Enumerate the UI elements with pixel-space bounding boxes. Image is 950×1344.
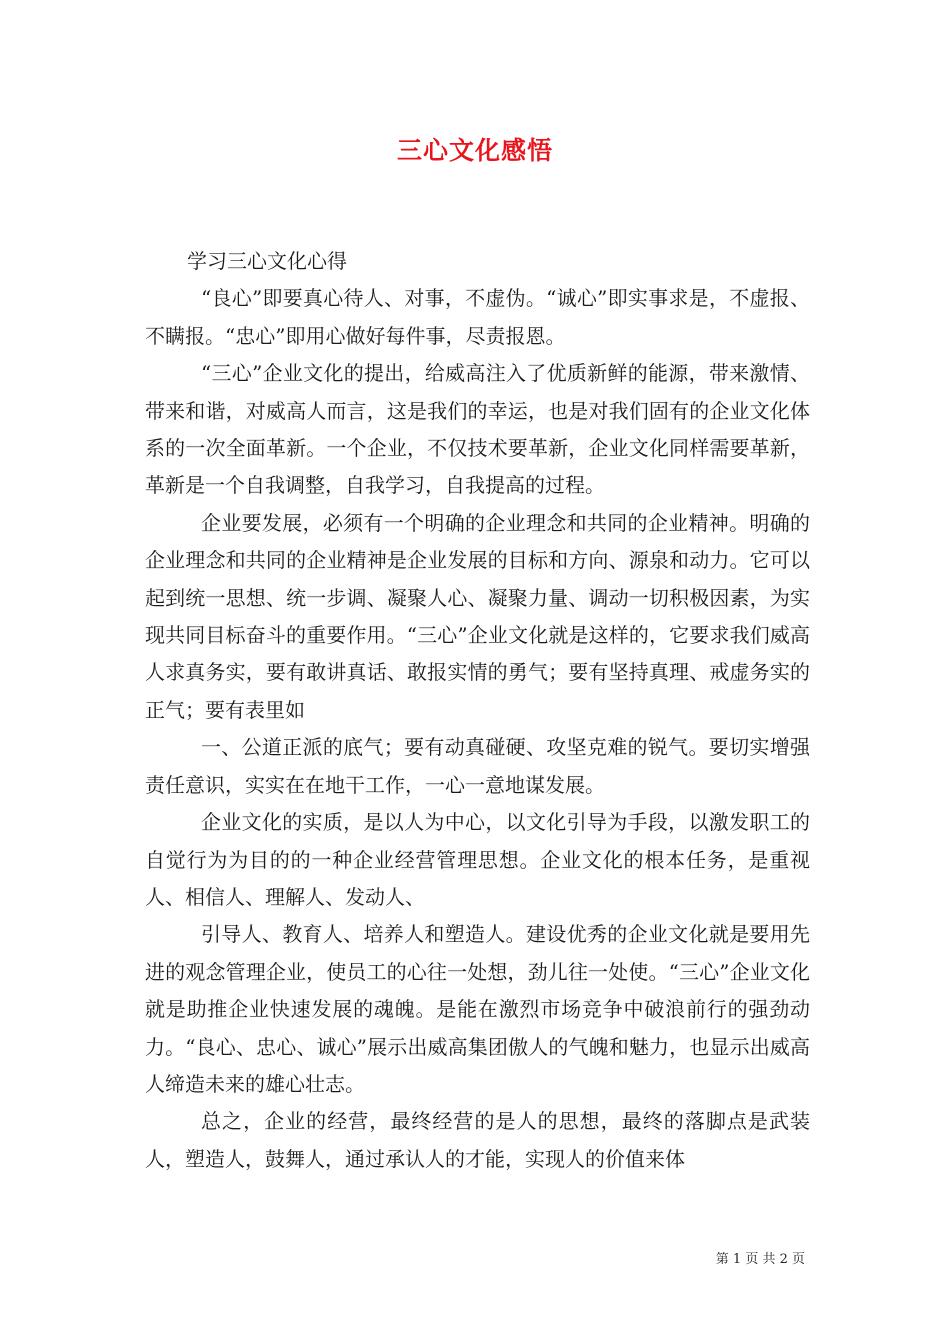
paragraph-5: 企业文化的实质，是以人为中心，以文化引导为手段，以激发职工的自觉行为为目的的一种企业经营管理思想。企业文化的根本任务，是重视人、相信人、理解人、发动人、 — [145, 810, 810, 909]
document-body — [145, 243, 810, 1178]
paragraph-3: 企业要发展，必须有一个明确的企业理念和共同的企业精神。明确的企业理念和共同的企业精神是企业发展的目标和方向、源泉和动力。它可以起到统一思想、统一步调、凝聚人心、凝聚力量、调动一切积极因素，为实现共同目标奋斗的重要作用。“三心”企业文化就是这样的，它要求我们威高人求真务实，要有敢讲真话、敢报实情的勇气；要有坚持真理、戒虚务实的正气；要有表里如 — [145, 510, 810, 722]
paragraph-4: 一、公道正派的底气；要有动真碰硬、攻坚克难的锐气。要切实增强责任意识，实实在在地干工作，一心一意地谋发展。 — [145, 735, 810, 797]
paragraph-7: 总之，企业的经营，最终经营的是人的思想，最终的落脚点是武装人，塑造人，鼓舞人，通过承认人的才能，实现人的价值来体 — [145, 1109, 810, 1171]
paragraph-1: “良心”即要真心待人、对事，不虚伪。“诚心”即实事求是，不虚报、不瞒报。“忠心”即用心做好每件事，尽责报恩。 — [145, 286, 810, 348]
page-number-footer: 第 1 页 共 2 页 — [715, 1252, 805, 1267]
paragraph-6: 引导人、教育人、培养人和塑造人。建设优秀的企业文化就是要用先进的观念管理企业，使员工的心往一处想，劲儿往一处使。“三心”企业文化就是助推企业快速发展的魂魄。是能在激烈市场竞争中破浪前行的强劲动力。“良心、忠心、诚心”展示出威高集团傲人的气魄和魅力，也显示出威高人缔造未来的雄心壮志。 — [145, 922, 810, 1096]
page-title: 三心文化感悟 — [396, 136, 553, 165]
paragraph-2: “三心”企业文化的提出，给威高注入了优质新鲜的能源，带来激情、带来和谐，对威高人而言，这是我们的幸运，也是对我们固有的企业文化体系的一次全面革新。一个企业，不仅技术要革新，企业文化同样需要革新，革新是一个自我调整，自我学习，自我提高的过程。 — [145, 361, 810, 498]
document-subtitle: 学习三心文化心得 — [187, 249, 347, 273]
